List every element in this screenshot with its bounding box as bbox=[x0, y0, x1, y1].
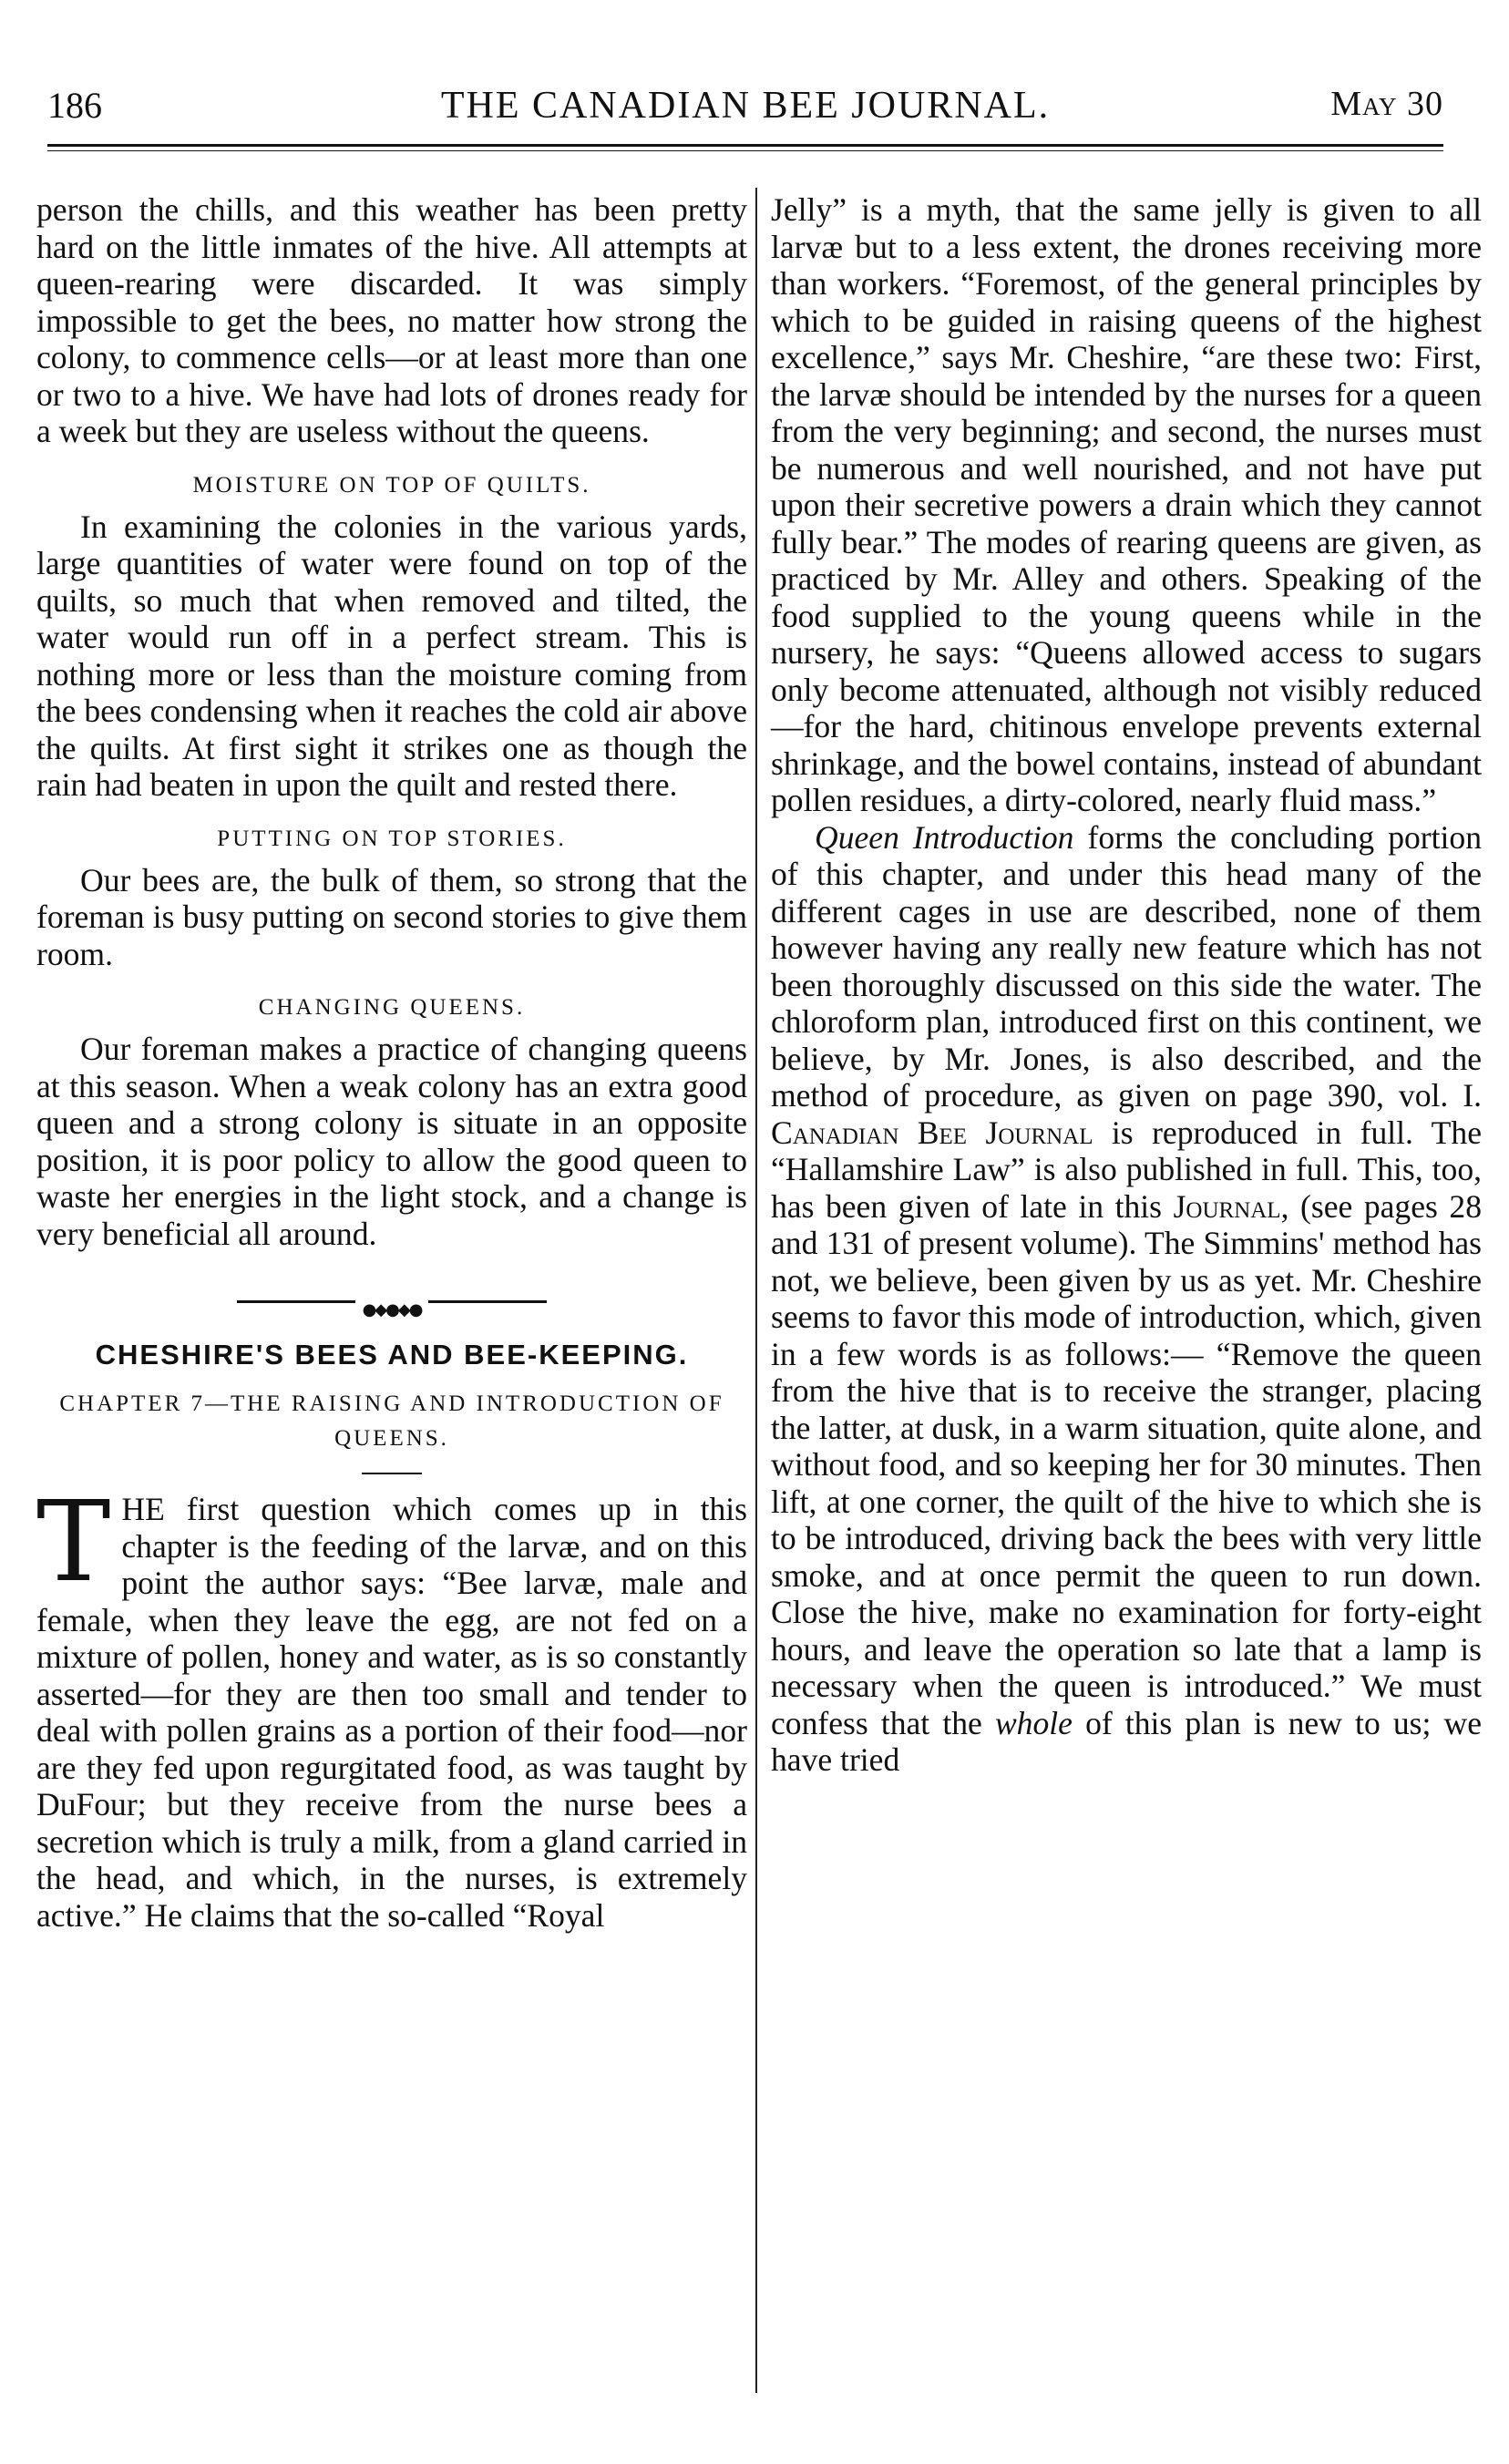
paragraph-text: is reproduced in full. The “Hallamshire Law” is also published in full. This, too, has been given of late in this bbox=[771, 1114, 1482, 1225]
paragraph-text: forms the concluding portion of this chapter, and under this head many of the different cages in use are described, none of them however having any really new feature which has not been thoroughly discussed on this side the water. The chloroform plan, introduced first on this continent, we believe, by Mr. Jones, is also described, and the method of procedure, as given on page 390, vol. I. bbox=[771, 818, 1482, 1114]
column-divider bbox=[755, 188, 757, 2393]
paragraph: person the chills, and this weather has been pretty hard on the little inmates of the hive. All attempts at queen-rearing were discarded. It was simply impossible to get the bees, no matter how strong the colony, to commence cells—or at least more than one or two to a hive. We have had lots of drones ready for a week but they are useless without the queens. bbox=[36, 191, 747, 449]
paragraph: Our foreman makes a practice of changing queens at this season. When a weak colony has an extra good queen and a strong colony is situate in an opposite position, it is poor policy to allow the good queen to waste her energies in the light stock, and a change is very beneficial all around. bbox=[36, 1031, 747, 1252]
section-heading-moisture: MOISTURE ON TOP OF QUILTS. bbox=[192, 472, 591, 498]
section-heading-changing-queens: CHANGING QUEENS. bbox=[258, 995, 526, 1020]
paragraph-text: of this plan is new to us; we have tried bbox=[771, 1704, 1483, 1778]
left-column bbox=[36, 191, 747, 1934]
header-rule bbox=[47, 144, 1443, 151]
article-title: CHESHIRE'S BEES AND BEE-KEEPING. bbox=[95, 1339, 689, 1371]
paragraph: Jelly” is a myth, that the same jelly is given to all larvæ but to a less extent, the drones receiving more than workers. “Foremost, of the general principles by which to be guided in raising queens of the highest excellence,” says Mr. Cheshire, “are these two: First, the larvæ should be intended by the nurses for a queen from the very beginning; and second, the nurses must be numerous and well nourished, and not have put upon their secretive powers a drain which they cannot fully bear.” The modes of rearing queens are given, as practiced by Mr. Alley and others. Speaking of the food supplied to the young queens while in the nursery, he says: “Queens allowed access to sugars only become attenuated, although not visibly reduced—for the hard, chitinous envelope prevents external shrinkage, and the bowel contains, instead of abundant pollen residues, a dirty-colored, nearly fluid mass.” bbox=[771, 191, 1482, 818]
paragraph-queen-introduction bbox=[771, 819, 1482, 1779]
running-header bbox=[47, 84, 1443, 139]
right-column bbox=[771, 191, 1482, 1779]
journal-name: Journal bbox=[1173, 1187, 1281, 1225]
chapter-heading: CHAPTER 7—THE RAISING AND INTRODUCTION OF QUEENS. bbox=[59, 1391, 724, 1451]
issue-date: May 30 bbox=[1330, 85, 1443, 123]
drop-cap: T bbox=[36, 1477, 111, 1607]
italic-word: whole bbox=[994, 1704, 1073, 1741]
journal-title: THE CANADIAN BEE JOURNAL. bbox=[440, 85, 1051, 127]
italic-phrase: Queen Introduction bbox=[815, 818, 1074, 856]
short-rule bbox=[362, 1473, 422, 1474]
section-heading-top-stories: PUTTING ON TOP STORIES. bbox=[217, 826, 567, 851]
ornamental-divider: ●◆●◆● bbox=[237, 1292, 547, 1310]
journal-name: Canadian Bee Journal bbox=[771, 1114, 1093, 1151]
paragraph: Our bees are, the bulk of them, so strong that the foreman is busy putting on second stories to give them room. bbox=[36, 861, 747, 972]
page-number: 186 bbox=[47, 85, 102, 126]
paragraph-text: , (see pages 28 and 131 of present volume). The Simmins' method has not, we believe, been given by us as yet. Mr. Cheshire seems to favor this mode of introduction, which, given in a few words is as follows:— “Remove the queen from the hive that is to receive the stranger, placing the latter, at dusk, in a warm situation, quite alone, and without food, and so keeping her for 30 minutes. Then lift, at one corner, the quilt of the hive to which she is to be introduced, driving back the bees with very little smoke, and at once permit the queen to run down. Close the hive, make no examination for forty-eight hours, and leave the operation so late that a lamp is necessary when the queen is introduced.” We must confess that the bbox=[771, 1187, 1482, 1741]
paragraph: In examining the colonies in the various yards, large quantities of water were found on top of the quilts, so much that when removed and tilted, the water would run off in a perfect stream. This is nothing more or less than the moisture coming from the bees condensing when it reaches the cold air above the quilts. At first sight it strikes one as though the rain had beaten in upon the quilt and rested there. bbox=[36, 508, 747, 803]
paragraph-text: HE first question which comes up in this chapter is the feeding of the larvæ, and on this point the author says: “Bee larvæ, male and female, when they leave the egg, are not fed on a mixture of pollen, honey and water, as is so constantly asserted—for they are then too small and tender to deal with pollen grains as a portion of their food—nor are they fed upon regurgitated food, as was taught by DuFour; but they receive from the nurse bees a secretion which is truly a milk, from a gland carried in the head, and which, in the nurses, is extremely active.” He claims that the so-called “Royal bbox=[36, 1491, 747, 1934]
paragraph-with-drop-cap bbox=[36, 1477, 747, 1934]
